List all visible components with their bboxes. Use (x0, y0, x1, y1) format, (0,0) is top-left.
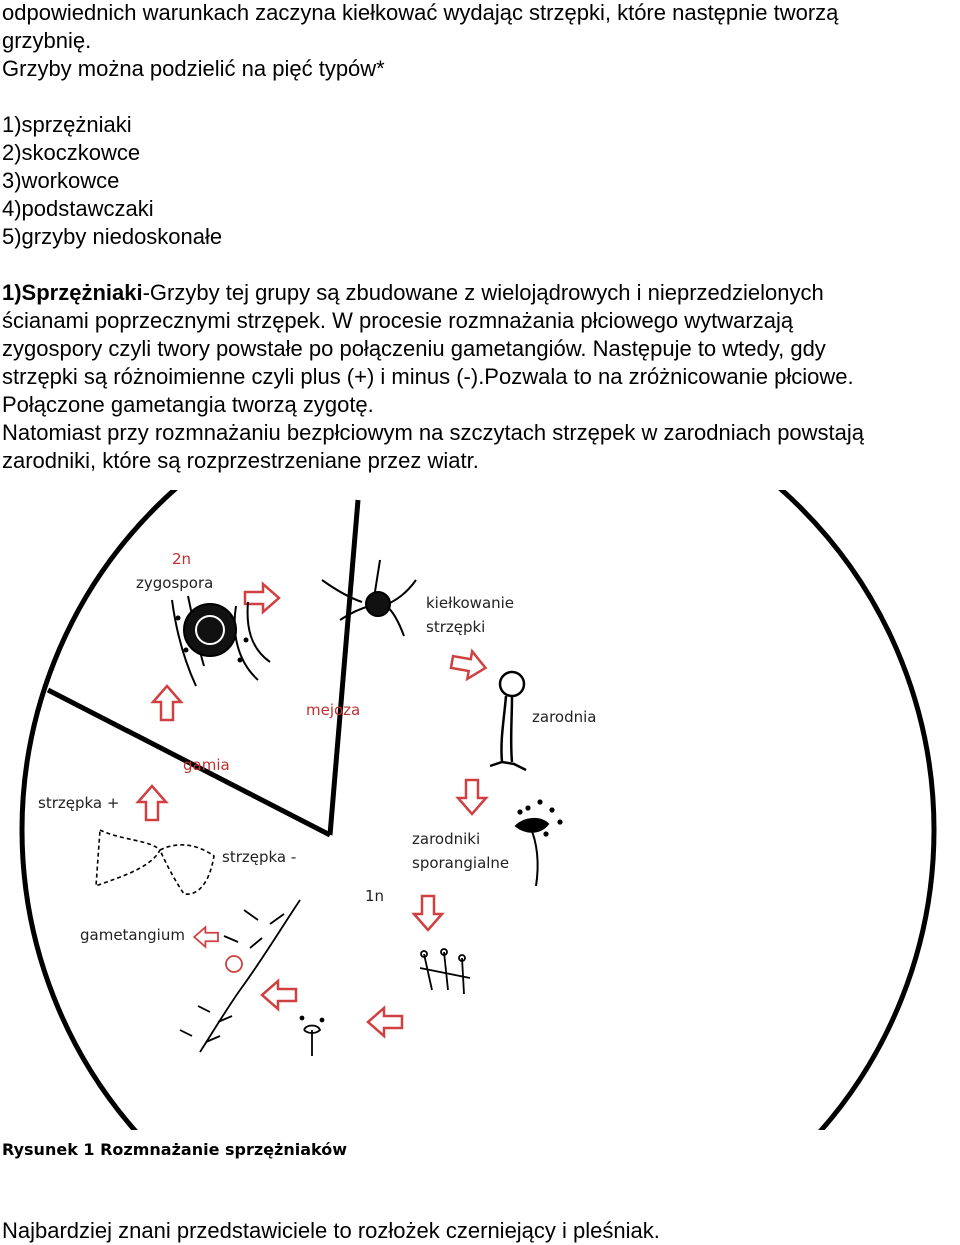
arrow-left-icon (194, 927, 218, 947)
arrow-left-icon (368, 1008, 402, 1036)
type-list-item: 5)grzyby niedoskonałe (2, 224, 223, 249)
arrow-left-icon (262, 981, 296, 1009)
sporangium-illustration (490, 672, 526, 770)
arrow-down-icon (414, 896, 442, 930)
type-list-item: 1)sprzężniaki (2, 112, 132, 137)
label-zarodnia: zarodnia (532, 708, 597, 726)
type-list-item: 2)skoczkowce (2, 140, 141, 165)
paragraph-line (2, 279, 824, 307)
label-kielkowanie: kiełkowanie (426, 594, 515, 612)
mycelium-illustration (420, 949, 470, 994)
arrow-right-icon (450, 648, 488, 681)
divider-line (330, 500, 358, 835)
label-zygospora: zygospora (136, 574, 214, 592)
label-1n: 1n (365, 887, 385, 905)
arrow-down-icon (458, 780, 486, 814)
spore-germ-illustration (301, 1017, 324, 1057)
germination-illustration (322, 560, 416, 636)
hyphae-illustration (96, 830, 214, 894)
paragraph-line: strzępki są różnoimienne czyli plus (+) i minus (-).Pozwala to na zróżnicowanie płciowe. (2, 364, 854, 389)
paragraph-line: ścianami poprzecznymi strzępek. W procesie rozmnażania płciowego wytwarzają (2, 308, 794, 333)
paragraph-line: Połączone gametangia tworzą zygotę. (2, 392, 374, 417)
label-sporangialne: sporangialne (412, 854, 510, 872)
text-line: grzybnię. (2, 28, 92, 53)
paragraph-line: zarodniki, które są rozprzestrzeniane przez wiatr. (2, 448, 479, 473)
label-2n: 2n (172, 550, 192, 568)
section-heading: 1)Sprzężniaki (2, 280, 143, 305)
arrow-up-icon (153, 686, 181, 720)
label-gametangium: gametangium (80, 926, 185, 944)
label-zarodniki: zarodniki (412, 830, 481, 848)
life-cycle-diagram (0, 490, 960, 1130)
figure-caption: Rysunek 1 Rozmnażanie sprzężniaków (2, 1140, 347, 1159)
paragraph-line: zygospory czyli twory powstałe po połączeniu gametangiów. Następuje to wtedy, gdy (2, 336, 826, 361)
text-line: odpowiednich warunkach zaczyna kiełkować wydając strzępki, które następnie tworzą (2, 0, 839, 25)
type-list-item: 3)workowce (2, 168, 120, 193)
zygospore-illustration (172, 596, 270, 686)
spore-dispersal-illustration (516, 800, 562, 886)
paragraph-text: -Grzyby tej grupy są zbudowane z wielojądrowych i nieprzedzielonych (142, 280, 824, 305)
label-strzepka-minus: strzępka - (222, 848, 297, 866)
closing-text-line: Najbardziej znani przedstawiciele to rozłożek czerniejący i pleśniak. (2, 1218, 660, 1243)
text-line: Grzyby można podzielić na pięć typów* (2, 56, 385, 81)
type-list-item: 4)podstawczaki (2, 196, 154, 221)
paragraph-line: Natomiast przy rozmnażaniu bezpłciowym na szczytach strzępek w zarodniach powstają (2, 420, 865, 445)
arrow-up-icon (138, 786, 166, 820)
branching-hyphae-illustration (180, 900, 300, 1052)
arrow-right-icon (245, 584, 279, 612)
label-strzepka-plus: strzępka + (38, 794, 120, 812)
label-gamia: gamia (183, 756, 230, 774)
label-strzepki: strzępki (426, 618, 486, 636)
label-mejoza: mejoza (306, 701, 361, 719)
